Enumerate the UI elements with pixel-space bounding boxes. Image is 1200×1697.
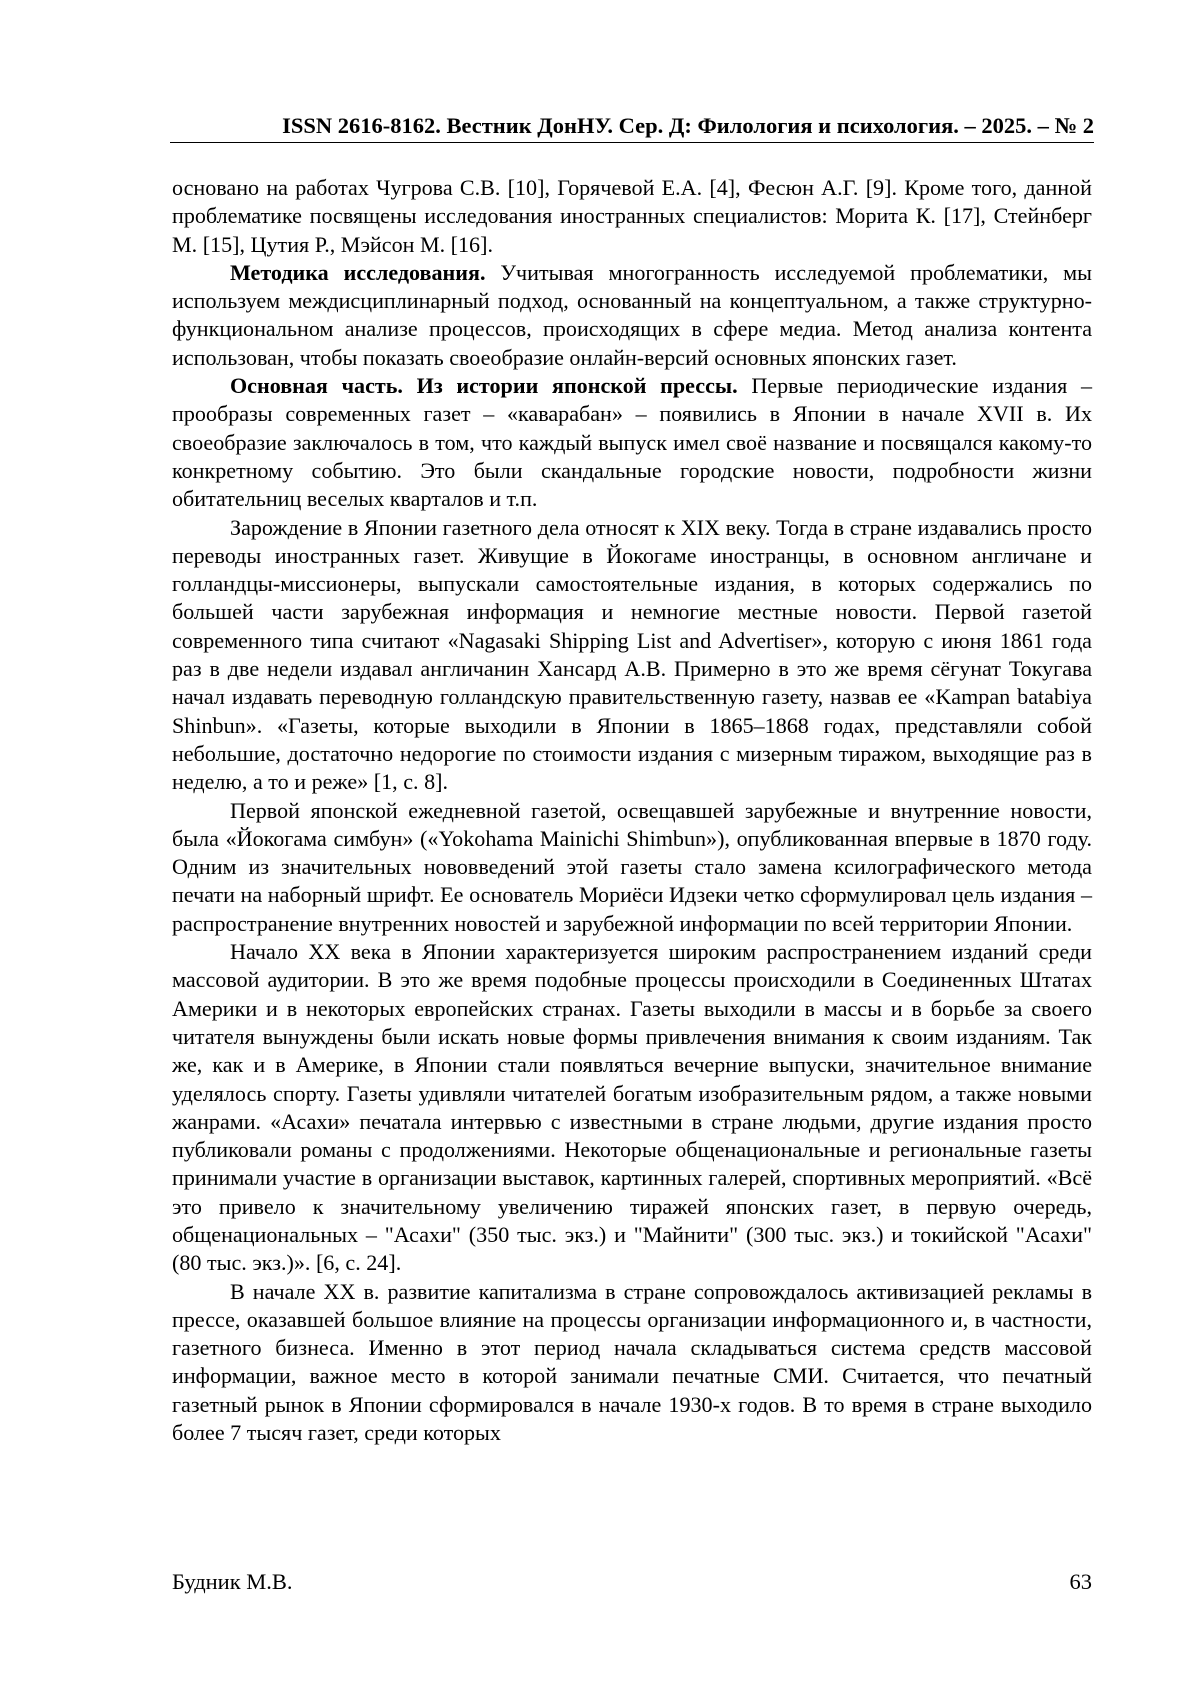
paragraph-text: Первые периодические издания –прообразы современных газет – «каварабан» – появились в Японии в начале XVII в. Их своеобразие заключалось в том, что каждый выпуск имел своё название и посвящался какому-то конкретному событию. Это были скандальные городские новости, подробности жизни обитательниц веселых кварталов и т.п.: [172, 373, 1092, 512]
paragraph-text: Зарождение в Японии газетного дела относят к XIX веку. Тогда в стране издавались просто переводы иностранных газет. Живущие в Йокогаме иностранцы, в основном англичане и голландцы-миссионеры, выпускали самостоятельные издания, в которых содержались по большей части зарубежная информация и немногие местные новости. Первой газетой современного типа считают «Nagasaki Shipping List and Advertiser», которую с июня 1861 года раз в две недели издавал англичанин Хансард А.В. Примерно в это же время сёгунат Токугава начал издавать переводную голландскую правительственную газету, назвав ее «Kampan batabiya Shinbun». «Газеты, которые выходили в Японии в 1865–1868 годах, представляли собой небольшие, достаточно недорогие по стоимости издания с мизерным тиражом, выходящие раз в неделю, а то и реже» [1, с. 8].: [172, 514, 1092, 795]
paragraph-methodology: [172, 259, 1092, 372]
paragraph-continuation: [172, 174, 1092, 259]
paragraph-capitalism: [172, 1278, 1092, 1448]
paragraph-first-daily: [172, 797, 1092, 938]
footer-author: Будник М.В.: [172, 1569, 293, 1594]
running-header: [170, 112, 1094, 143]
paragraph-twentieth-century: [172, 938, 1092, 1278]
section-heading-methodology: Методика исследования.: [230, 259, 486, 285]
paragraph-text: Первой японской ежедневной газетой, освещавшей зарубежные и внутренние новости, была «Йокогама симбун» («Yokohama Mainichi Shimbun»), опубликованная впервые в 1870 году. Одним из значительных нововведений этой газеты стало замена ксилографического метода печати на наборный шрифт. Ее основатель Мориёси Идзеки четко сформулировал цель издания – распространение внутренних новостей и зарубежной информации по всей территории Японии.: [172, 797, 1092, 936]
paragraph-text: В начале XX в. развитие капитализма в стране сопровождалось активизацией рекламы в прессе, оказавшей большое влияние на процессы организации информационного и, в частности, газетного бизнеса. Именно в этот период начала складываться система средств массовой информации, важное место в которой занимали печатные СМИ. Считается, что печатный газетный рынок в Японии сформировался в начале 1930-х годов. В то время в стране выходило более 7 тысяч газет, среди которых: [172, 1278, 1092, 1446]
paragraph-text: Учитывая многогранность исследуемой проблематики, мы используем междисциплинарный подход, основанный на концептуальном, а также структурно-функциональном анализе процессов, происходящих в сфере медиа. Метод анализа контента использован, чтобы показать своеобразие онлайн-версий основных японских газет.: [172, 259, 1092, 370]
paragraph-text: основано на работах Чугрова С.В. [10], Горячевой Е.А. [4], Фесюн А.Г. [9]. Кроме того, данной проблематике посвящены исследования иностранных специалистов: Морита К. [17], Стейнберг М. [15], Цутия Р., Мэйсон М. [16].: [172, 175, 1092, 257]
section-heading-main-part: Основная часть. Из истории японской прессы.: [230, 373, 738, 399]
journal-line: ISSN 2616-8162. Вестник ДонНУ. Сер. Д: Филология и психология. – 2025. – № 2: [282, 113, 1094, 138]
paragraph-text: Начало XX века в Японии характеризуется широким распространением изданий среди массовой аудитории. В это же время подобные процессы происходили в Соединенных Штатах Америки и в некоторых европейских странах. Газеты выходили в массы и в борьбе за своего читателя вынуждены были искать новые формы привлечения внимания к своим изданиям. Так же, как и в Америке, в Японии стали появляться вечерние выпуски, значительное внимание уделялось спорту. Газеты удивляли читателей богатым изобразительным рядом, а также новыми жанрами. «Асахи» печатала интервью с известными в стране людьми, другие издания просто публиковали романы с продолжениями. Некоторые общенациональные и региональные газеты принимали участие в организации выставок, картинных галерей, спортивных мероприятий. «Всё это привело к значительному увеличению тиражей японских газет, в первую очередь, общенациональных – "Асахи" (350 тыс. экз.) и "Майнити" (300 тыс. экз.) и токийской "Асахи" (80 тыс. экз.)». [6, с. 24].: [172, 939, 1092, 1276]
page-number: 63: [1069, 1569, 1092, 1594]
paragraph-origins: [172, 514, 1092, 797]
paragraph-main-part: [172, 372, 1092, 513]
article-body: [172, 174, 1092, 1447]
